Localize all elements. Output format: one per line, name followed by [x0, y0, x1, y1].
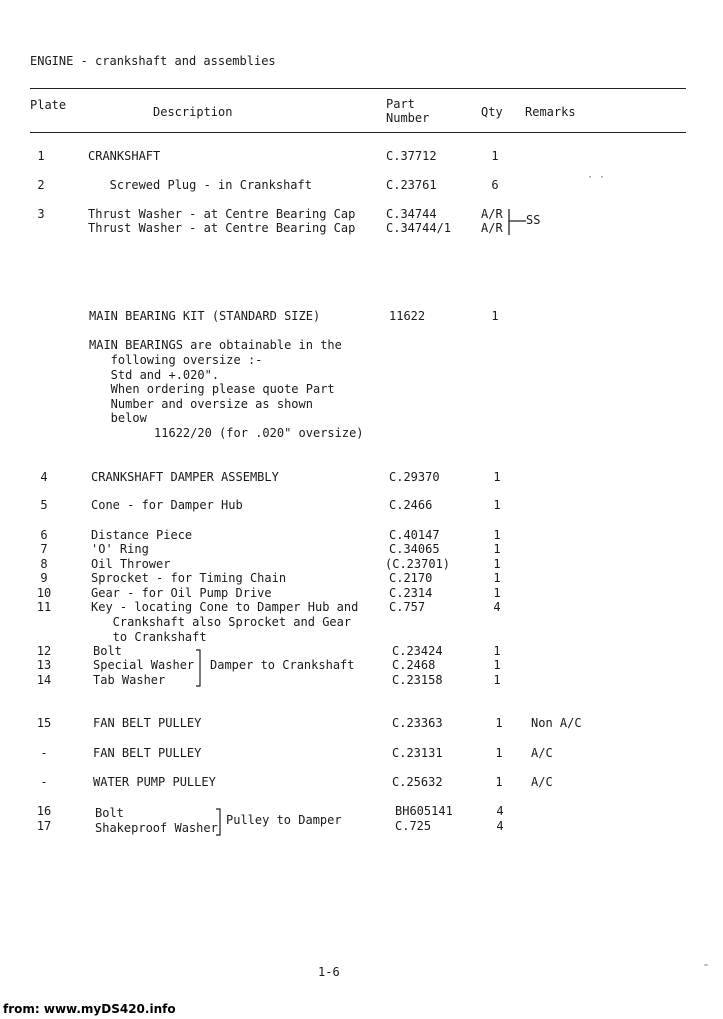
part-number: C.23363	[392, 716, 443, 730]
quantity: 1	[493, 571, 501, 585]
part-number: C.23761	[386, 178, 437, 192]
note-line: below	[89, 411, 147, 425]
header-remarks: Remarks	[525, 105, 576, 119]
note-line: 11622/20 (for .020" oversize)	[89, 426, 364, 440]
header-description: Description	[153, 105, 233, 119]
remarks: A/C	[531, 775, 553, 789]
part-number: C.40147	[389, 528, 440, 542]
damper-bracket	[194, 649, 206, 687]
plate-number: 5	[40, 498, 48, 512]
note-line: Std and +.020".	[89, 368, 220, 382]
part-description: MAIN BEARING KIT (STANDARD SIZE)	[89, 309, 321, 323]
source-footer: from: www.myDS420.info	[3, 1002, 176, 1016]
part-number: 11622	[389, 309, 426, 323]
plate-number: 4	[40, 470, 48, 484]
quantity: 1	[495, 716, 503, 730]
plate-number: 11	[36, 600, 52, 614]
plate-number: 13	[36, 658, 52, 672]
quantity: 1	[493, 528, 501, 542]
part-description: Bolt	[95, 806, 124, 820]
part-description: WATER PUMP PULLEY	[93, 775, 216, 789]
part-number: (C.23701)	[385, 557, 451, 571]
scan-speck: · ·	[587, 172, 606, 183]
part-description: to Crankshaft	[91, 630, 207, 644]
part-description: Bolt	[93, 644, 122, 658]
note-line: following oversize :-	[89, 353, 263, 367]
note-line: Number and oversize as shown	[89, 397, 313, 411]
thrust-washer-remark: SS	[526, 213, 541, 227]
pulley-bracket	[214, 808, 226, 836]
quantity: 1	[493, 673, 501, 687]
part-description: Special Washer	[93, 658, 195, 672]
plate-number: 15	[36, 716, 52, 730]
header-top-rule	[30, 88, 686, 89]
part-number: C.34744/1	[386, 221, 452, 235]
part-description: Sprocket - for Timing Chain	[91, 571, 287, 585]
part-description: Gear - for Oil Pump Drive	[91, 586, 272, 600]
part-description: FAN BELT PULLEY	[93, 746, 202, 760]
part-description: Thrust Washer - at Centre Bearing Cap	[88, 221, 356, 235]
part-description: CRANKSHAFT DAMPER ASSEMBLY	[91, 470, 279, 484]
part-description: Shakeproof Washer	[95, 821, 218, 835]
part-number: C.29370	[389, 470, 440, 484]
quantity: A/R	[481, 207, 503, 221]
part-description: Crankshaft also Sprocket and Gear	[91, 615, 352, 629]
part-number: BH605141	[395, 804, 453, 818]
part-number: C.2466	[389, 498, 433, 512]
part-number: C.725	[395, 819, 432, 833]
quantity: 4	[496, 819, 504, 833]
quantity: 1	[493, 470, 501, 484]
quantity: 1	[493, 557, 501, 571]
header-plate: Plate	[30, 98, 67, 112]
note-line: When ordering please quote Part	[89, 382, 335, 396]
quantity: 1	[491, 309, 499, 323]
plate-number: 12	[36, 644, 52, 658]
remarks: A/C	[531, 746, 553, 760]
pulley-group-label: Pulley to Damper	[226, 813, 342, 827]
part-number: C.37712	[386, 149, 437, 163]
page-number: 1-6	[318, 965, 340, 979]
damper-group-label: Damper to Crankshaft	[210, 658, 355, 672]
part-description: FAN BELT PULLEY	[93, 716, 202, 730]
part-number: C.34744	[386, 207, 437, 221]
plate-number: 2	[37, 178, 45, 192]
plate-number: 6	[40, 528, 48, 542]
header-part-line1: Part	[386, 97, 415, 111]
quantity: 4	[493, 600, 501, 614]
part-number: C.23131	[392, 746, 443, 760]
part-description: 'O' Ring	[91, 542, 149, 556]
plate-number: 3	[37, 207, 45, 221]
plate-number: 10	[36, 586, 52, 600]
quantity: 6	[491, 178, 499, 192]
quantity: A/R	[481, 221, 503, 235]
plate-number: 8	[40, 557, 48, 571]
quantity: 1	[491, 149, 499, 163]
header-qty: Qty	[481, 105, 503, 119]
part-description: Screwed Plug - in Crankshaft	[88, 178, 312, 192]
part-description: Cone - for Damper Hub	[91, 498, 243, 512]
quantity: 1	[493, 586, 501, 600]
part-description: Thrust Washer - at Centre Bearing Cap	[88, 207, 356, 221]
part-description: Oil Thrower	[91, 557, 171, 571]
part-number: C.757	[389, 600, 426, 614]
part-description: CRANKSHAFT	[88, 149, 161, 163]
quantity: 1	[493, 542, 501, 556]
plate-number: 7	[40, 542, 48, 556]
part-number: C.23424	[392, 644, 443, 658]
part-number: C.23158	[392, 673, 443, 687]
page-title: ENGINE - crankshaft and assemblies	[30, 54, 276, 68]
plate-number: 9	[40, 571, 48, 585]
note-line: MAIN BEARINGS are obtainable in the	[89, 338, 342, 352]
quantity: 1	[493, 498, 501, 512]
quantity: 1	[493, 644, 501, 658]
quantity: 1	[495, 746, 503, 760]
quantity: 1	[495, 775, 503, 789]
plate-number: 14	[36, 673, 52, 687]
header-bottom-rule	[30, 132, 686, 133]
part-description: Tab Washer	[93, 673, 166, 687]
part-number: C.25632	[392, 775, 443, 789]
part-number: C.2314	[389, 586, 433, 600]
header-part-line2: Number	[386, 111, 430, 125]
quantity: 1	[493, 658, 501, 672]
plate-number: -	[40, 746, 48, 760]
part-number: C.2170	[389, 571, 433, 585]
plate-number: 1	[37, 149, 45, 163]
plate-number: -	[40, 775, 48, 789]
part-description: Key - locating Cone to Damper Hub and	[91, 600, 359, 614]
plate-number: 16	[36, 804, 52, 818]
quantity: 4	[496, 804, 504, 818]
plate-number: 17	[36, 819, 52, 833]
scan-speck: ⁼	[703, 962, 710, 973]
remarks: Non A/C	[531, 716, 582, 730]
part-number: C.2468	[392, 658, 436, 672]
part-description: Distance Piece	[91, 528, 193, 542]
part-number: C.34065	[389, 542, 440, 556]
